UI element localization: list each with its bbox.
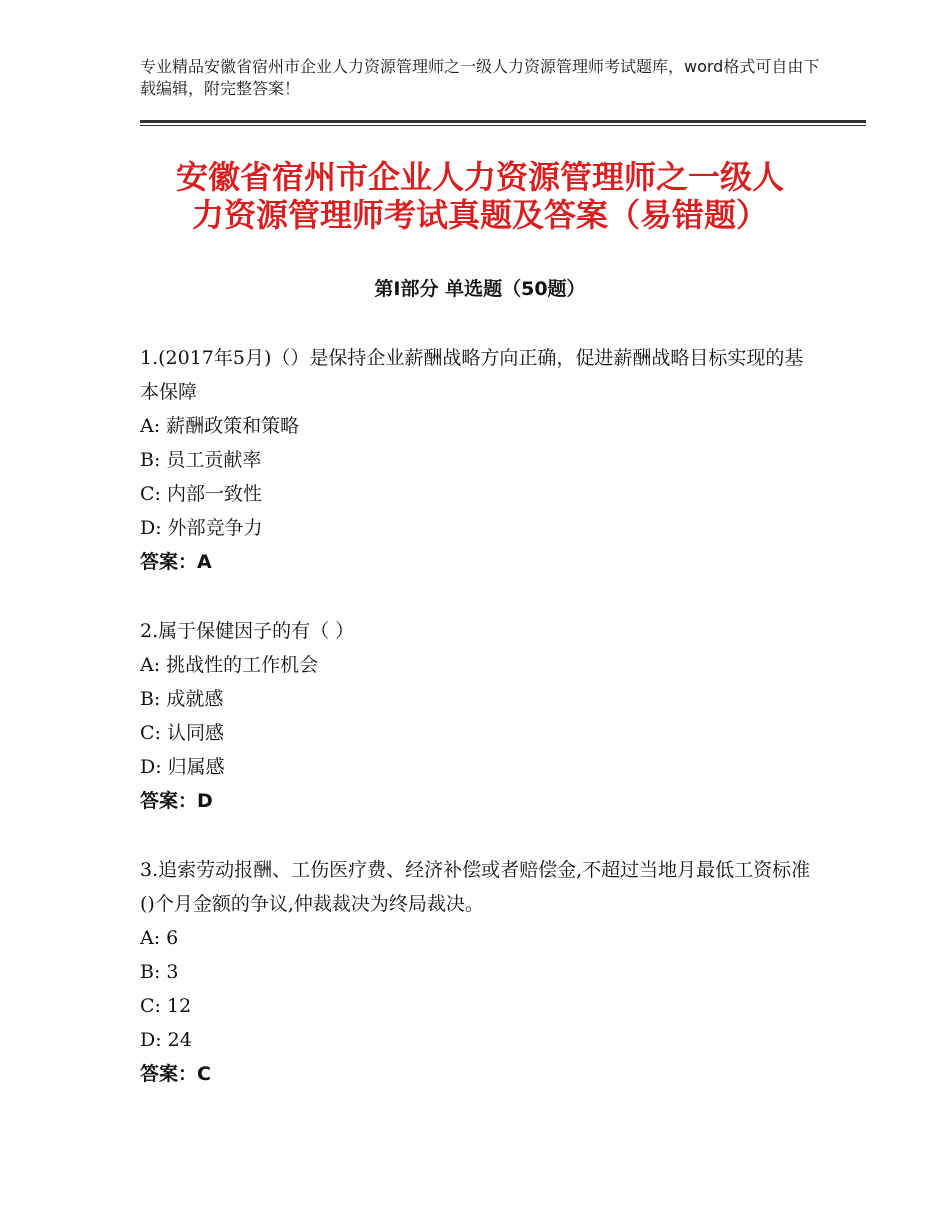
question-3: [140, 853, 820, 1091]
question-2: [140, 614, 820, 818]
document-title-line-1: 安徽省宿州市企业人力资源管理师之一级人: [175, 158, 784, 196]
option-d: D: 24: [140, 1029, 192, 1051]
answer: 答案：C: [140, 1063, 211, 1085]
question-1: [140, 341, 820, 579]
option-b: B: 员工贡献率: [140, 449, 262, 471]
option-b: B: 成就感: [140, 688, 224, 710]
option-a: A: 6: [140, 927, 179, 949]
section-title: 第Ⅰ部分 单选题（50题）: [374, 278, 586, 300]
document-title: [140, 158, 820, 234]
option-d: D: 外部竞争力: [140, 517, 263, 539]
header-rule-thick: [140, 120, 866, 123]
answer: 答案：A: [140, 551, 212, 573]
header-rule-thin: [140, 125, 866, 126]
question-stem: 3.追索劳动报酬、工伤医疗费、经济补偿或者赔偿金,不超过当地月最低工资标准()个月金额的争议,仲裁裁决为终局裁决。: [140, 859, 811, 915]
option-b: B: 3: [140, 961, 179, 983]
document-title-line-2: 力资源管理师考试真题及答案（易错题）: [191, 196, 768, 234]
option-a: A: 挑战性的工作机会: [140, 654, 319, 676]
option-c: C: 内部一致性: [140, 483, 262, 505]
option-c: C: 认同感: [140, 722, 224, 744]
question-stem: 1.(2017年5月)（）是保持企业薪酬战略方向正确，促进薪酬战略目标实现的基本保障: [140, 347, 804, 403]
answer: 答案：D: [140, 790, 213, 812]
option-a: A: 薪酬政策和策略: [140, 415, 300, 437]
question-stem: 2.属于保健因子的有（ ）: [140, 620, 355, 642]
header-note: 专业精品安徽省宿州市企业人力资源管理师之一级人力资源管理师考试题库，word格式可自由下载编辑，附完整答案！: [140, 57, 820, 98]
option-c: C: 12: [140, 995, 192, 1017]
option-d: D: 归属感: [140, 756, 225, 778]
